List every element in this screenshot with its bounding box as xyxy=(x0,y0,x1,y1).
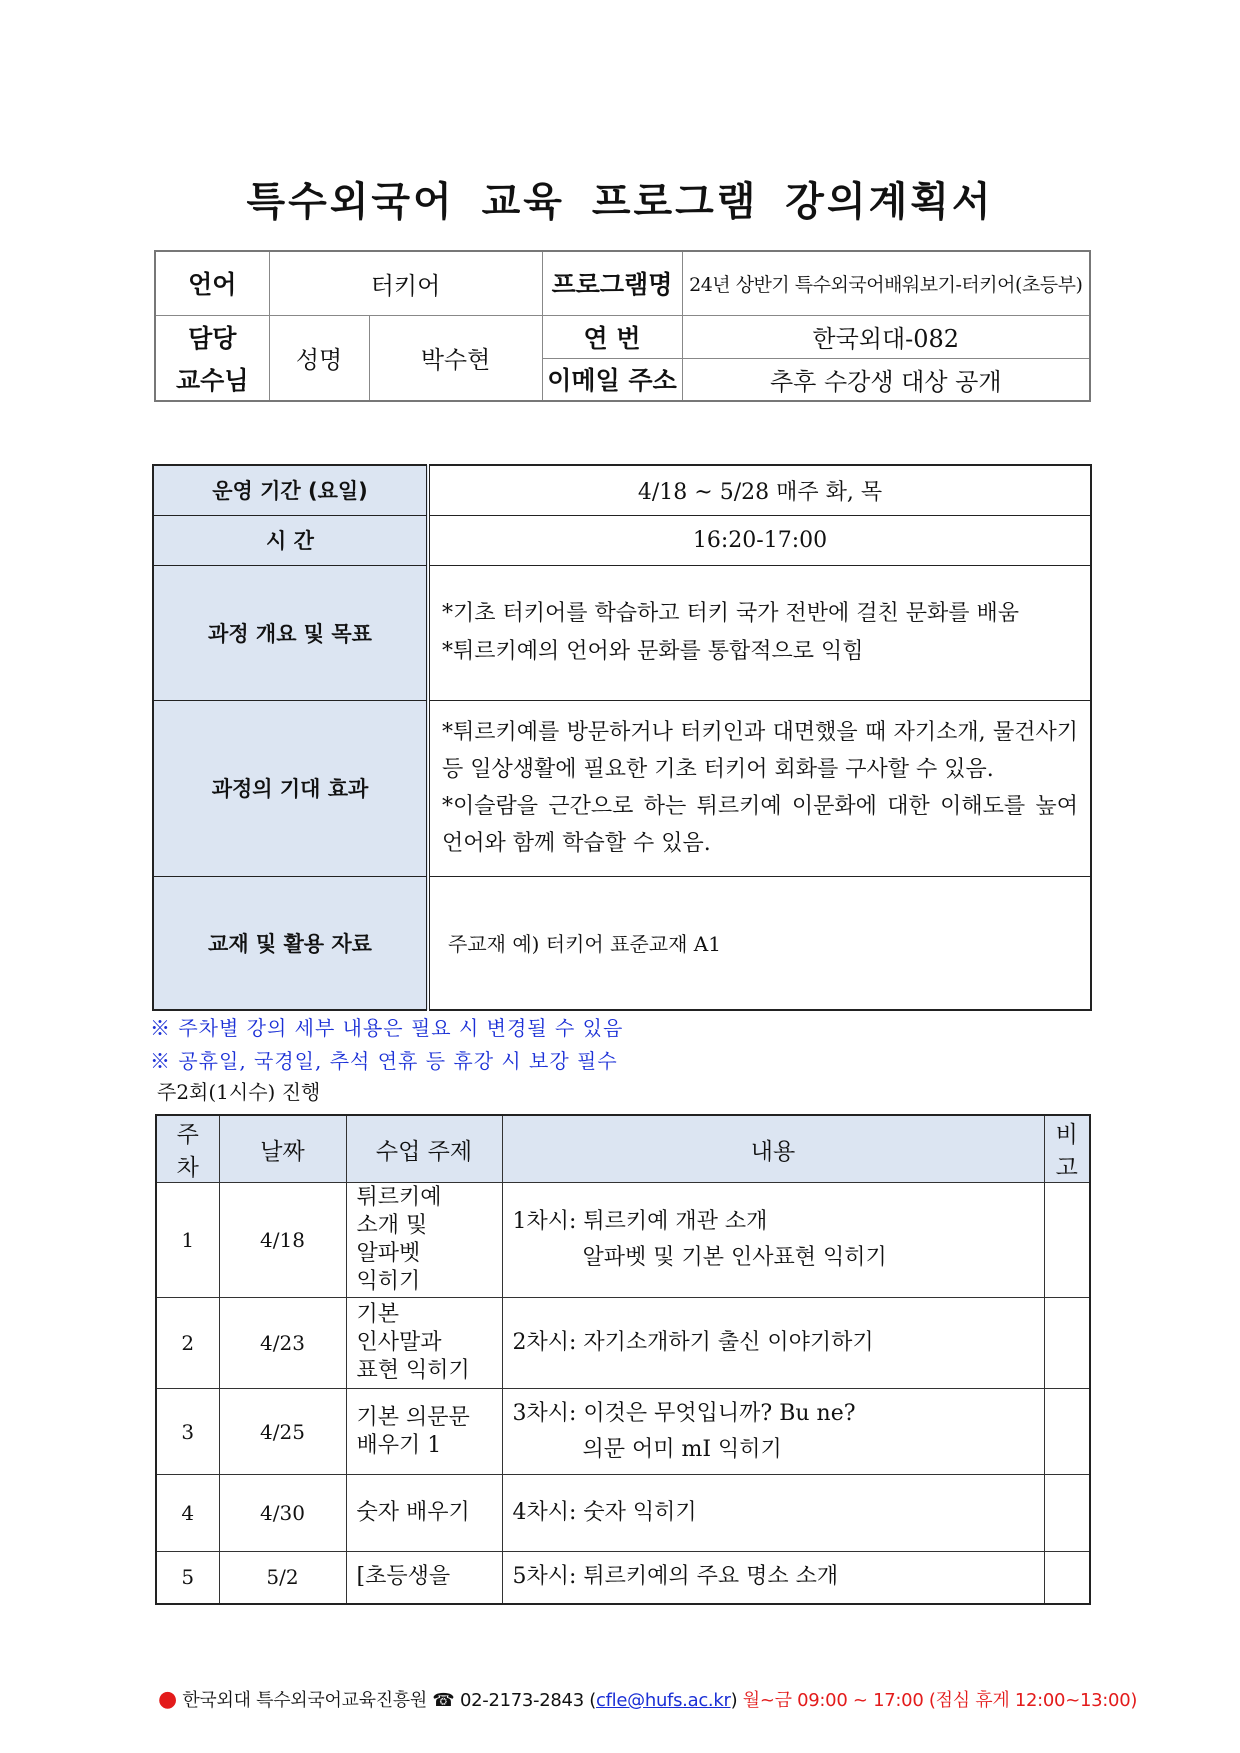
topic-line: 튀르키예 xyxy=(356,1185,442,1210)
page-title: 특수외국어 교육 프로그램 강의계획서 xyxy=(246,179,994,225)
topic-line: 익히기 xyxy=(356,1269,421,1294)
content-header: 내용 xyxy=(502,1115,1044,1183)
materials-value: 주교재 예) 터키어 표준교재 A1 xyxy=(428,876,1091,1010)
overview-label: 과정 개요 및 목표 xyxy=(153,565,428,700)
time-value: 16:20-17:00 xyxy=(428,515,1091,565)
period-value: 4/18 ~ 5/28 매주 화, 목 xyxy=(428,465,1091,515)
footer-email-link[interactable]: cfle@hufs.ac.kr xyxy=(596,1690,731,1711)
remark-cell xyxy=(1044,1389,1090,1475)
content-cell xyxy=(502,1298,1044,1389)
week-cell: 3 xyxy=(156,1389,219,1475)
time-label: 시 간 xyxy=(153,515,428,565)
info-table xyxy=(154,250,1091,402)
frequency-note: 주2회(1시수) 진행 xyxy=(157,1080,321,1104)
professor-label-line1: 담당 xyxy=(188,323,237,353)
table-row xyxy=(156,1389,1090,1475)
course-table xyxy=(152,464,1092,1011)
schedule-table xyxy=(155,1114,1091,1605)
date-cell: 4/23 xyxy=(219,1298,346,1389)
name-value: 박수현 xyxy=(369,315,542,401)
topic-line: 기본 의문문 xyxy=(356,1404,470,1430)
content-line: 알파벳 및 기본 인사표현 익히기 xyxy=(582,1245,887,1270)
footer-org: 한국외대 특수외국어교육진흥원 xyxy=(182,1690,427,1711)
effect-paragraph: *튀르키예를 방문하거나 터키인과 대면했을 때 자기소개, 물건사기 등 일상생활에 필요한 기초 터키어 회화를 구사할 수 있음. xyxy=(442,720,1078,782)
topic-cell xyxy=(346,1298,502,1389)
email-label: 이메일 주소 xyxy=(542,358,682,401)
week-header-line1: 주 xyxy=(176,1122,199,1148)
materials-label: 교재 및 활용 자료 xyxy=(153,876,428,1010)
language-label: 언어 xyxy=(155,251,269,315)
content-line: 5차시: 튀르키예의 주요 명소 소개 xyxy=(512,1564,839,1590)
footer-hours: 월~금 09:00 ~ 17:00 (점심 휴게 12:00~13:00) xyxy=(742,1690,1138,1711)
program-value: 24년 상반기 특수외국어배워보기-터키어(초등부) xyxy=(682,251,1090,315)
date-header: 날짜 xyxy=(219,1115,346,1183)
content-line: 의문 어미 mI 익히기 xyxy=(582,1436,782,1462)
week-cell: 5 xyxy=(156,1552,219,1604)
overview-line: *기초 터키어를 학습하고 터키 국가 전반에 걸친 문화를 배움 xyxy=(442,600,1019,626)
week-cell: 1 xyxy=(156,1183,219,1298)
remark-cell xyxy=(1044,1183,1090,1298)
content-line: 3차시: 이것은 무엇입니까? Bu ne? xyxy=(512,1400,856,1426)
content-cell xyxy=(502,1183,1044,1298)
topic-line: 표현 익히기 xyxy=(356,1358,470,1383)
topic-cell xyxy=(346,1183,502,1298)
topic-line: 기본 xyxy=(356,1302,400,1327)
topic-line: 숫자 배우기 xyxy=(356,1500,470,1525)
topic-line: 배우기 1 xyxy=(356,1432,442,1458)
schedule-change-note: ※ 주차별 강의 세부 내용은 필요 시 변경될 수 있음 xyxy=(150,1016,624,1040)
effect-label: 과정의 기대 효과 xyxy=(153,700,428,876)
topic-cell xyxy=(346,1475,502,1552)
overview-value xyxy=(428,565,1091,700)
name-label: 성명 xyxy=(269,315,369,401)
date-cell: 5/2 xyxy=(219,1552,346,1604)
topic-line: [초등생을 xyxy=(356,1564,451,1590)
table-row xyxy=(156,1298,1090,1389)
remark-cell xyxy=(1044,1298,1090,1389)
topic-cell xyxy=(346,1552,502,1604)
week-header-line2: 차 xyxy=(176,1155,199,1181)
language-value: 터키어 xyxy=(269,251,542,315)
table-row xyxy=(156,1552,1090,1604)
date-cell: 4/18 xyxy=(219,1183,346,1298)
remark-header-line1: 비 xyxy=(1055,1122,1078,1148)
content-line: 1차시: 튀르키예 개관 소개 xyxy=(512,1209,768,1234)
holiday-note: ※ 공휴일, 국경일, 추석 연휴 등 휴강 시 보강 필수 xyxy=(150,1049,618,1073)
week-cell: 2 xyxy=(156,1298,219,1389)
year-value: 한국외대-082 xyxy=(682,315,1090,358)
overview-line: *튀르키예의 언어와 문화를 통합적으로 익힘 xyxy=(442,638,864,664)
phone-icon: ☎ xyxy=(432,1690,455,1711)
remark-header-line2: 고 xyxy=(1055,1155,1078,1181)
content-cell xyxy=(502,1552,1044,1604)
date-cell: 4/25 xyxy=(219,1389,346,1475)
content-line: 4차시: 숫자 익히기 xyxy=(512,1500,697,1525)
content-line: 2차시: 자기소개하기 출신 이야기하기 xyxy=(512,1330,874,1355)
professor-label xyxy=(155,315,269,401)
topic-cell xyxy=(346,1389,502,1475)
remark-header xyxy=(1044,1115,1090,1183)
program-label: 프로그램명 xyxy=(542,251,682,315)
professor-label-line2: 교수님 xyxy=(176,365,249,395)
effect-paragraph: *이슬람을 근간으로 하는 튀르키예 이문화에 대한 이해도를 높여 언어와 함께 학습할 수 있음. xyxy=(442,794,1078,856)
remark-cell xyxy=(1044,1475,1090,1552)
week-cell: 4 xyxy=(156,1475,219,1552)
topic-header: 수업 주제 xyxy=(346,1115,502,1183)
topic-line: 인사말과 xyxy=(356,1330,442,1355)
week-header xyxy=(156,1115,219,1183)
bullet-icon: ● xyxy=(158,1687,177,1712)
effect-value xyxy=(428,700,1091,876)
date-cell: 4/30 xyxy=(219,1475,346,1552)
email-value: 추후 수강생 대상 공개 xyxy=(682,358,1090,401)
topic-line: 소개 및 xyxy=(356,1213,428,1238)
footer-phone: 02-2173-2843 xyxy=(459,1690,584,1711)
table-row xyxy=(156,1475,1090,1552)
content-cell xyxy=(502,1389,1044,1475)
period-label: 운영 기간 (요일) xyxy=(153,465,428,515)
year-label: 연 번 xyxy=(542,315,682,358)
table-row xyxy=(156,1183,1090,1298)
footer: ● 한국외대 특수외국어교육진흥원 ☎ 02-2173-2843 (cfle@hufs.ac.kr) 월~금 09:00 ~ 17:00 (점심 휴게 12:00~13:00) xyxy=(158,1687,1138,1712)
topic-line: 알파벳 xyxy=(356,1241,421,1266)
remark-cell xyxy=(1044,1552,1090,1604)
content-cell xyxy=(502,1475,1044,1552)
